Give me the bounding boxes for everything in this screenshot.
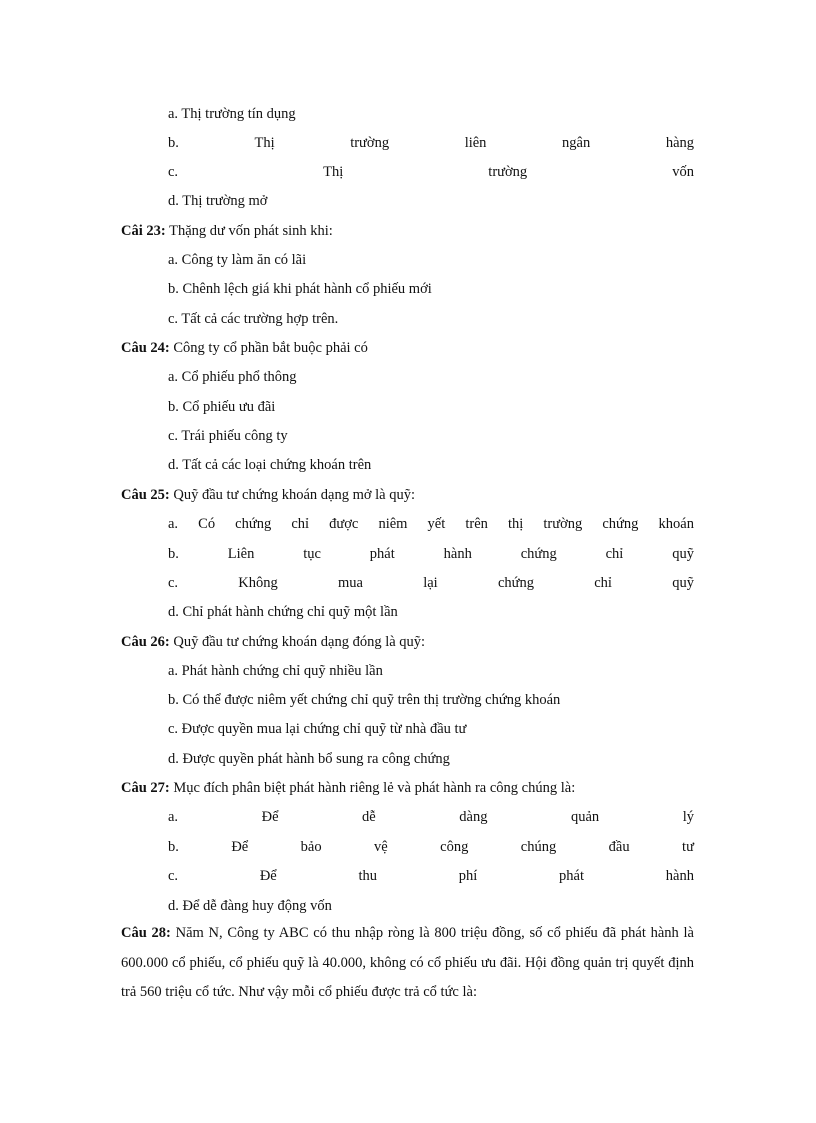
option-word: tư <box>682 839 694 855</box>
option-word: trường <box>488 164 528 180</box>
question-23-text: Thặng dư vốn phát sinh khi: <box>165 223 333 239</box>
option-word: phát <box>559 868 585 884</box>
option-word: lại <box>423 575 438 591</box>
q26-option-d: d. Được quyền phát hành bổ sung ra công chứng <box>168 751 450 767</box>
q24-option-b: b. Cổ phiếu ưu đãi <box>168 399 276 415</box>
option-word: Để <box>259 868 277 884</box>
question-28-label: Câu 28: <box>121 925 171 941</box>
option-word: bảo <box>300 839 322 855</box>
option-word: chỉ <box>605 546 624 562</box>
q23-option-a: a. Công ty làm ăn có lãi <box>168 252 307 268</box>
option-word: hành <box>443 546 472 562</box>
option-word: thị <box>507 516 524 532</box>
option-word: chỉ <box>594 575 612 591</box>
option-word: Để <box>261 809 279 825</box>
option-word: phát <box>369 546 395 562</box>
question-27-text: Mục đích phân biệt phát hành riêng lẻ và phát hành ra công chúng là: <box>169 780 576 796</box>
q25-option-b <box>168 543 694 565</box>
question-26-text: Quỹ đầu tư chứng khoán dạng đóng là quỹ: <box>169 634 426 650</box>
option-word: lý <box>682 809 694 825</box>
q27-option-d: d. Để dễ đàng huy động vốn <box>168 898 332 914</box>
question-26-label: Câu 26: <box>121 634 170 650</box>
q26-option-a: a. Phát hành chứng chỉ quỹ nhiều lần <box>168 663 383 679</box>
option-word: thu <box>358 868 378 884</box>
option-word: Để <box>231 839 249 855</box>
option-word: quỹ <box>672 575 694 591</box>
question-24 <box>121 337 368 359</box>
option-word: hàng <box>665 135 694 151</box>
option-word: b. <box>168 839 179 855</box>
option-word: khoán <box>658 516 694 532</box>
question-28 <box>121 919 694 1008</box>
option-word: chứng <box>520 546 557 562</box>
question-25 <box>121 484 415 506</box>
question-28-text: Năm N, Công ty ABC có thu nhập ròng là 800 triệu đồng, số cổ phiếu đã phát hành là 600.000 cổ phiếu, cổ phiếu quỹ là 40.000, không có cổ phiếu ưu đãi. Hội đồng quản trị quyết định trả 560 triệu cổ tức. Như vậy mỗi cổ phiếu được trả cổ tức là: <box>121 925 694 1000</box>
option-word: b. <box>168 135 179 151</box>
option-word: quản <box>570 809 600 825</box>
option-word: vệ <box>374 839 388 855</box>
question-24-label: Câu 24: <box>121 340 170 356</box>
option-word: Liên <box>227 546 255 562</box>
option-word: chứng <box>497 575 534 591</box>
q22-option-a: a. Thị trường tín dụng <box>168 106 296 122</box>
question-27-label: Câu 27: <box>121 780 170 796</box>
option-word: trên <box>465 516 488 532</box>
option-word: Thị <box>254 135 275 151</box>
q27-option-b <box>168 836 694 858</box>
question-27 <box>121 777 575 799</box>
q27-option-a <box>168 806 694 828</box>
option-word: yết <box>427 516 446 532</box>
question-26 <box>121 631 425 653</box>
option-word: a. <box>168 516 179 532</box>
option-word: đầu <box>608 839 630 855</box>
q25-option-a <box>168 513 694 535</box>
option-word: a. <box>168 809 179 825</box>
q24-option-c: c. Trái phiếu công ty <box>168 428 288 444</box>
option-word: b. <box>168 546 179 562</box>
option-word: trường <box>543 516 583 532</box>
q22-option-b <box>168 132 694 154</box>
option-word: Thị <box>323 164 344 180</box>
option-word: phí <box>458 868 478 884</box>
option-word: ngân <box>562 135 591 151</box>
option-word: mua <box>338 575 363 591</box>
q22-option-c <box>168 161 694 183</box>
q24-option-a: a. Cổ phiếu phổ thông <box>168 369 297 385</box>
q22-option-d: d. Thị trường mở <box>168 193 268 209</box>
option-word: c. <box>168 164 179 180</box>
option-word: Có <box>198 516 216 532</box>
option-word: vốn <box>672 164 694 180</box>
option-word: chúng <box>520 839 557 855</box>
q26-option-c: c. Được quyền mua lại chứng chỉ quỹ từ nhà đầu tư <box>168 721 467 737</box>
question-25-text: Quỹ đầu tư chứng khoán dạng mở là quỹ: <box>169 487 416 503</box>
option-word: công <box>440 839 469 855</box>
option-word: chứng <box>602 516 639 532</box>
option-word: hành <box>665 868 694 884</box>
question-24-text: Công ty cổ phần bắt buộc phải có <box>169 340 368 356</box>
option-word: liên <box>464 135 487 151</box>
option-word: Không <box>238 575 278 591</box>
option-word: dàng <box>459 809 488 825</box>
option-word: c. <box>168 575 179 591</box>
option-word: chỉ <box>291 516 310 532</box>
q23-option-c: c. Tất cả các trường hợp trên. <box>168 311 339 327</box>
q26-option-b: b. Có thể được niêm yết chứng chỉ quỹ trên thị trường chứng khoán <box>168 692 561 708</box>
option-word: trường <box>350 135 390 151</box>
q25-option-c <box>168 572 694 594</box>
option-word: c. <box>168 868 179 884</box>
option-word: dễ <box>362 809 376 825</box>
q27-option-c <box>168 865 694 887</box>
option-word: niêm <box>378 516 408 532</box>
option-word: tục <box>303 546 321 562</box>
option-word: được <box>329 516 359 532</box>
question-23 <box>121 220 333 242</box>
question-23-label: Câi 23: <box>121 223 166 239</box>
question-25-label: Câu 25: <box>121 487 170 503</box>
option-word: chứng <box>235 516 272 532</box>
q24-option-d: d. Tất cả các loại chứng khoán trên <box>168 457 372 473</box>
q23-option-b: b. Chênh lệch giá khi phát hành cổ phiếu mới <box>168 281 432 297</box>
q25-option-d: d. Chỉ phát hành chứng chỉ quỹ một lần <box>168 604 398 620</box>
option-word: quỹ <box>672 546 694 562</box>
